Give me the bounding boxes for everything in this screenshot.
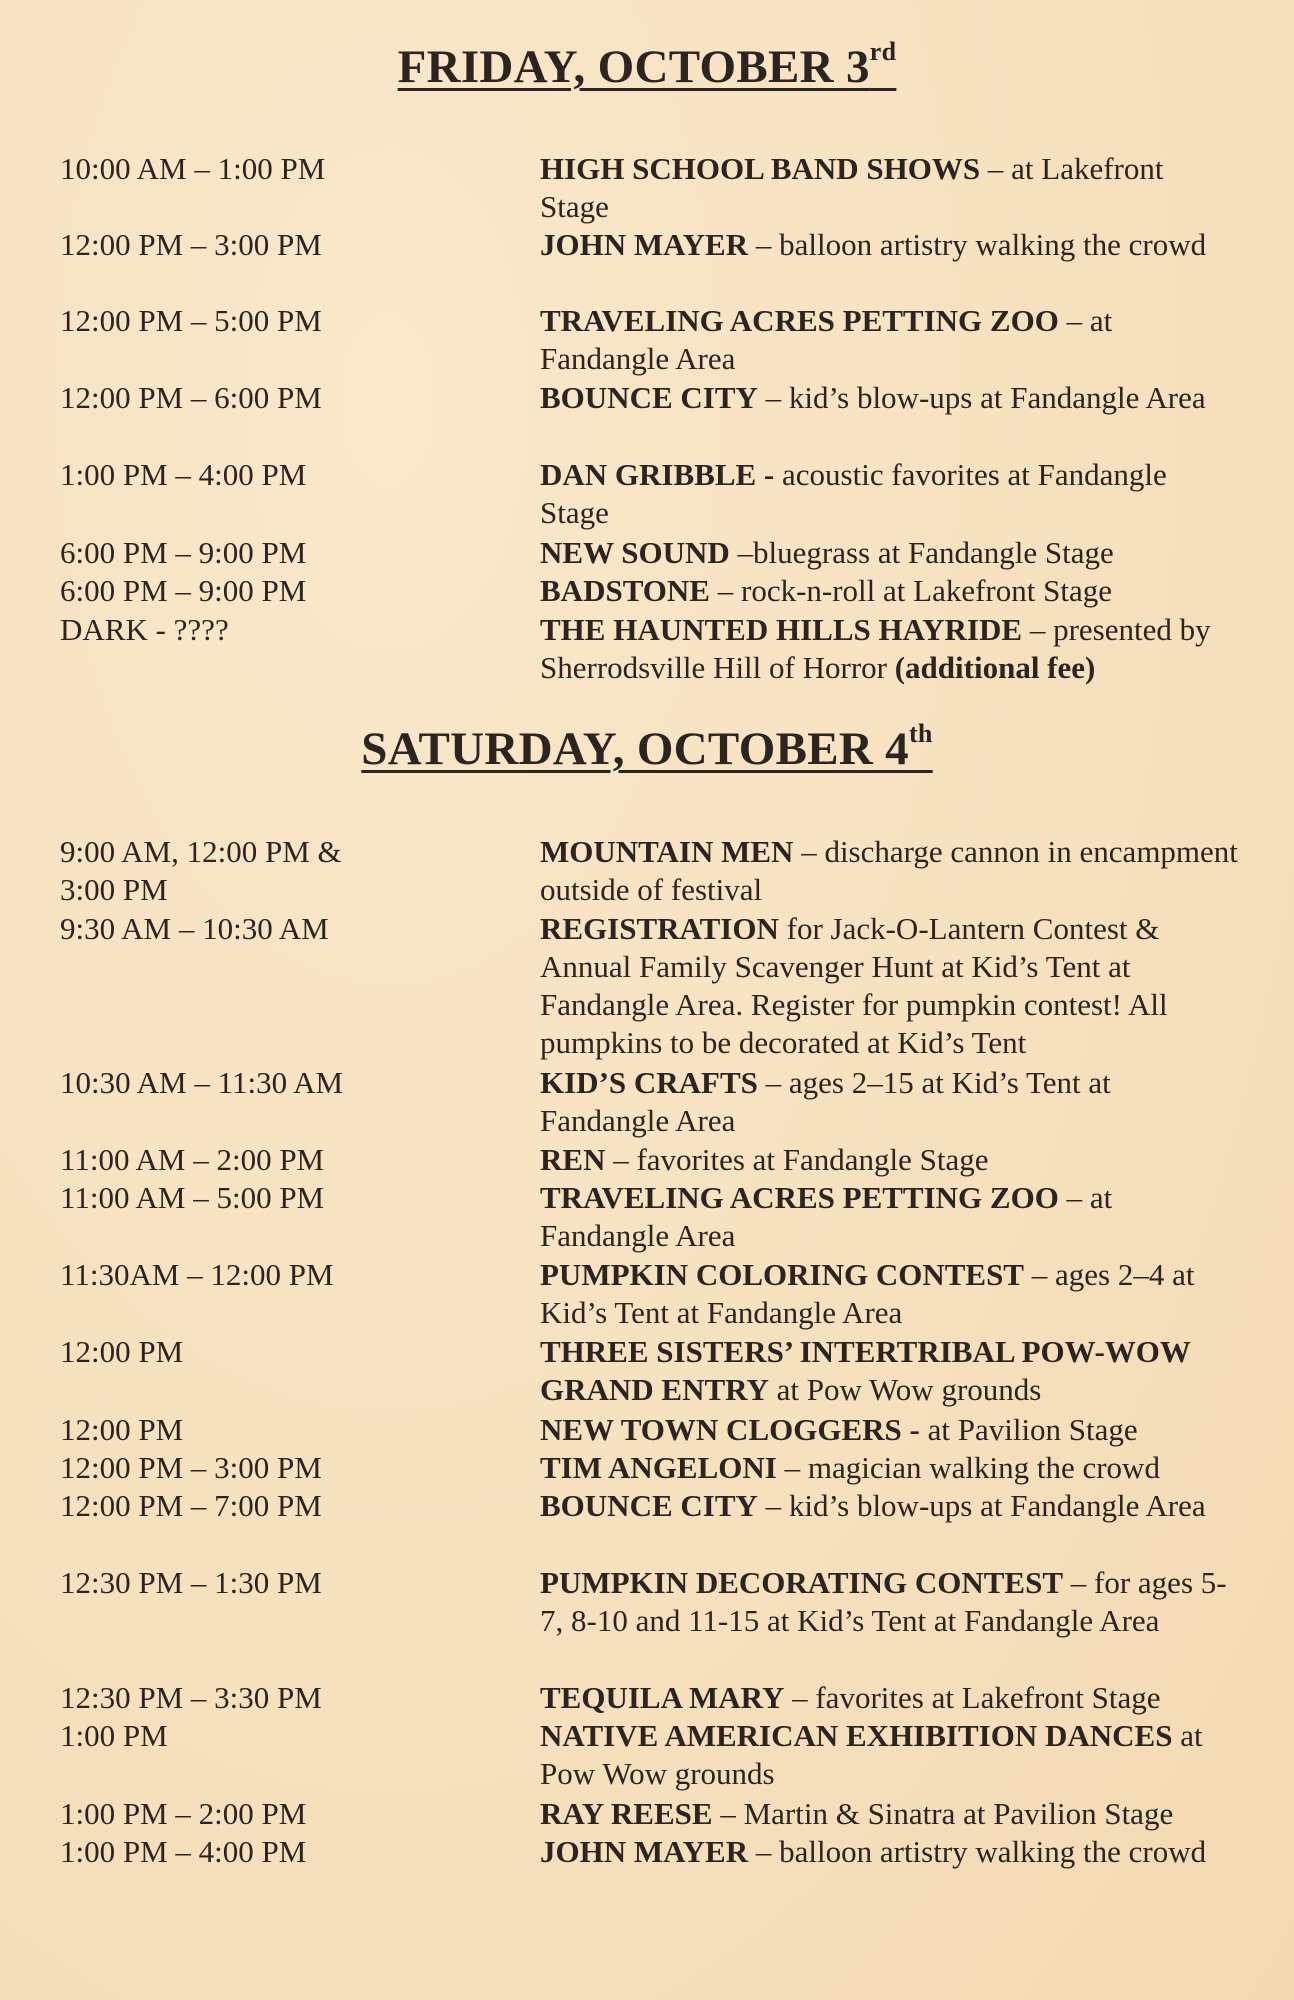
- event-desc: – favorites at Lakefront Stage: [784, 1680, 1161, 1715]
- event-text: [540, 572, 1240, 610]
- event-desc: – for ages 5-7, 8-10 and 11-15 at Kid’s Tent at Fandangle Area: [540, 1565, 1227, 1638]
- event-text: [540, 150, 1240, 226]
- event-text: [540, 1679, 1240, 1717]
- event-time: 12:30 PM – 3:30 PM: [60, 1680, 322, 1715]
- event-name: TEQUILA MARY: [540, 1680, 785, 1715]
- event-time: 12:00 PM – 3:00 PM: [60, 227, 322, 262]
- event-name: TRAVELING ACRES PETTING ZOO: [540, 1180, 1059, 1215]
- event-name: MOUNTAIN MEN: [540, 834, 794, 869]
- event-text: [540, 1564, 1240, 1640]
- event-time: 11:00 AM – 2:00 PM: [60, 1142, 325, 1177]
- event-name: TRAVELING ACRES PETTING ZOO: [540, 303, 1059, 338]
- event-desc: – ages 2–4 at Kid’s Tent at Fandangle Area: [540, 1257, 1195, 1330]
- event-name: JOHN MAYER: [540, 227, 749, 262]
- event-text: [540, 226, 1240, 264]
- event-name: NEW SOUND: [540, 535, 730, 570]
- event-desc: for Jack-O-Lantern Contest & Annual Family Scavenger Hunt at Kid’s Tent at Fandangle Area. Register for pumpkin contest! All pumpkins to be decorated at Kid’s Tent: [540, 911, 1168, 1060]
- event-name: DAN GRIBBLE -: [540, 457, 775, 492]
- event-desc: at Pow Wow grounds: [540, 1718, 1203, 1791]
- event-desc: – at Lakefront Stage: [540, 151, 1164, 224]
- saturday-title-suffix: th: [908, 719, 933, 748]
- event-text: [540, 1179, 1240, 1255]
- event-name: HIGH SCHOOL BAND SHOWS: [540, 151, 981, 186]
- event-time: 12:00 PM – 5:00 PM: [60, 303, 322, 338]
- event-text: [540, 1795, 1240, 1833]
- event-text: [540, 1717, 1240, 1793]
- friday-heading: [0, 37, 1294, 94]
- event-name: KID’S CRAFTS: [540, 1065, 758, 1100]
- event-name: NEW TOWN CLOGGERS -: [540, 1412, 920, 1447]
- event-time: 12:00 PM – 3:00 PM: [60, 1450, 322, 1485]
- event-time: DARK - ????: [60, 612, 229, 647]
- event-text: [540, 1449, 1240, 1487]
- event-desc: at Pow Wow grounds: [768, 1372, 1042, 1407]
- event-time: 10:30 AM – 11:30 AM: [60, 1065, 344, 1100]
- friday-title-suffix: rd: [869, 37, 897, 66]
- event-text: [540, 1333, 1240, 1409]
- event-desc: at Pavilion Stage: [919, 1412, 1138, 1447]
- event-desc: – at Fandangle Area: [540, 1180, 1113, 1253]
- event-text: [540, 1256, 1240, 1332]
- event-desc: acoustic favorites at Fandangle Stage: [540, 457, 1167, 530]
- event-time: 6:00 PM – 9:00 PM: [60, 573, 307, 608]
- event-name: THREE SISTERS’ INTERTRIBAL POW-WOW GRAND ENTRY: [540, 1334, 1191, 1407]
- event-name: THE HAUNTED HILLS HAYRIDE: [540, 612, 1023, 647]
- event-desc: – balloon artistry walking the crowd: [748, 227, 1207, 262]
- event-fee-note: (additional fee): [894, 650, 1096, 685]
- saturday-title: SATURDAY, OCTOBER 4: [361, 723, 909, 775]
- event-name: NATIVE AMERICAN EXHIBITION DANCES: [540, 1718, 1173, 1753]
- event-desc: – rock-n-roll at Lakefront Stage: [710, 573, 1112, 608]
- friday-title: FRIDAY, OCTOBER 3: [397, 41, 870, 93]
- event-time: 1:00 PM – 4:00 PM: [60, 457, 307, 492]
- event-desc: – ages 2–15 at Kid’s Tent at Fandangle Area: [540, 1065, 1111, 1138]
- event-desc: – discharge cannon in encampment outside of festival: [540, 834, 1238, 907]
- event-text: [540, 1487, 1240, 1525]
- event-name: BADSTONE: [540, 573, 710, 608]
- event-name: REN: [540, 1142, 606, 1177]
- event-name: BOUNCE CITY: [540, 380, 758, 415]
- event-text: [540, 1833, 1240, 1871]
- event-name: PUMPKIN DECORATING CONTEST: [540, 1565, 1064, 1600]
- saturday-heading: [0, 719, 1294, 776]
- event-time: 12:00 PM – 6:00 PM: [60, 380, 322, 415]
- event-time: 1:00 PM – 4:00 PM: [60, 1834, 307, 1869]
- event-time: 12:30 PM – 1:30 PM: [60, 1565, 322, 1600]
- event-text: [540, 611, 1240, 687]
- event-desc: – at Fandangle Area: [540, 303, 1113, 376]
- event-desc: – kid’s blow-ups at Fandangle Area: [757, 380, 1206, 415]
- event-name: TIM ANGELONI: [540, 1450, 777, 1485]
- event-desc: – Martin & Sinatra at Pavilion Stage: [712, 1796, 1174, 1831]
- event-name: JOHN MAYER: [540, 1834, 749, 1869]
- event-name: BOUNCE CITY: [540, 1488, 758, 1523]
- event-time: 10:00 AM – 1:00 PM: [60, 151, 326, 186]
- event-desc: – presented by Sherrodsville Hill of Horror: [540, 612, 1211, 685]
- event-time: 9:00 AM, 12:00 PM & 3:00 PM: [60, 834, 342, 907]
- event-text: [540, 1411, 1240, 1449]
- event-time: 6:00 PM – 9:00 PM: [60, 535, 307, 570]
- event-text: [540, 534, 1240, 572]
- event-desc: –bluegrass at Fandangle Stage: [729, 535, 1114, 570]
- event-text: [540, 1141, 1240, 1179]
- event-time: 11:30AM – 12:00 PM: [60, 1257, 334, 1292]
- event-desc: – kid’s blow-ups at Fandangle Area: [757, 1488, 1206, 1523]
- event-name: RAY REESE: [540, 1796, 713, 1831]
- event-text: [540, 833, 1240, 909]
- event-desc: – balloon artistry walking the crowd: [748, 1834, 1207, 1869]
- event-time: 12:00 PM: [60, 1334, 184, 1369]
- event-time: 12:00 PM: [60, 1412, 184, 1447]
- event-desc: – magician walking the crowd: [776, 1450, 1160, 1485]
- event-time: 11:00 AM – 5:00 PM: [60, 1180, 325, 1215]
- event-text: [540, 379, 1240, 417]
- event-text: [540, 302, 1240, 378]
- event-time: 1:00 PM – 2:00 PM: [60, 1796, 307, 1831]
- event-time: 9:30 AM – 10:30 AM: [60, 911, 329, 946]
- event-text: [540, 910, 1240, 1062]
- event-text: [540, 456, 1240, 532]
- event-desc: – favorites at Fandangle Stage: [605, 1142, 989, 1177]
- event-time: 1:00 PM: [60, 1718, 168, 1753]
- event-name: REGISTRATION: [540, 911, 779, 946]
- event-name: PUMPKIN COLORING CONTEST: [540, 1257, 1024, 1292]
- event-text: [540, 1064, 1240, 1140]
- event-time: 12:00 PM – 7:00 PM: [60, 1488, 322, 1523]
